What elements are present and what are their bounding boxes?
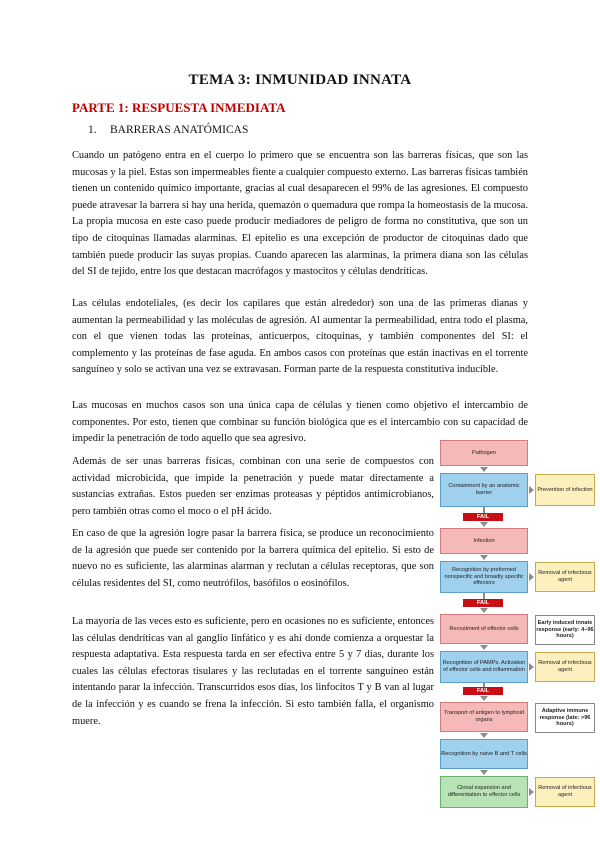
paragraph-1: Cuando un patógeno entra en el cuerpo lo primero que se encuentra son las barreras físicas, que son las mucosas y la piel. Estas son impermeables fiente a cualquier compuesto externo. Las barreras físicas también tienen un contenido químico importante, gracias al cual desaparecen el 99% de las agresiones. El compuesto puede atravesar la barrera si hay una herida, quemazón o quemadura que rompa la homeostasis de la mucosa. La propia mucosa en este caso puede producir mediadores de peligro de forma no constitutiva, que son un tipo de citoquinas llamadas alarminas. El epitelio es una excepción de productor de citoquinas dado que también puede producir las suyas propias. Cuando aparecen las alarminas, la primera diana son las células del SI de tejido, entre los que destacan macrófagos y mastocitos y células dendríticas. <box>72 150 528 278</box>
arrow-down-icon <box>480 467 488 472</box>
step-transport: Transport of antigen to lymphoid organs <box>440 702 528 732</box>
paragraph-2: Las células endoteliales, (es decir los capilares que están alrededor) son una de las primeras dianas y aumentan la permeabilidad y las moléculas de agresión. Al aumentar la permeabilidad, entra todo el plasma, con el que vienen todas las proteínas, anticuerpos, citoquinas, y también componentes del SI: el complemento y las proteínas de fase aguda. En ambos casos con proteínas que están inactivas en el torrente sanguíneo y solo se activan una vez se extravasan. Forman parte de la respuesta constitutiva inducible. <box>72 298 528 376</box>
part-heading: PARTE 1: RESPUESTA INMEDIATA <box>72 100 286 115</box>
arrow-down-icon <box>480 733 488 738</box>
outcome-removal-1: Removal of infectious agent <box>535 562 595 592</box>
section-heading <box>88 124 248 136</box>
paragraph-6: La mayoría de las veces esto es suficiente, pero en ocasiones no es suficiente, entonces las células dendríticas van al ganglio linfático y es ahí donde comienza a orquestar la respuesta adaptativa. Esta respuesta tarda en ser efectiva entre 5 y 7 días, durante los cuales las células efectoras tisulares y las reclutadas en el torrente sanguíneo están intentando parar la infección. Transcurridos esos días, los linfocitos T y B van al lugar de la infección y es cuando se frena la infección. Si esto también falla, el organismo muere. <box>72 616 434 727</box>
fail-label-1: FAIL <box>463 513 503 521</box>
arrow-down-icon <box>480 696 488 701</box>
paragraph-4: Además de ser unas barreras físicas, combinan con una serie de compuestos con actividad microbicida, que impide la penetración y puede matar directamente a sustancias extrañas. Estos pueden ser enzimas proteasas y péptidos antimicrobianos, pero también otras como el moco o el pH ácido. <box>72 456 434 517</box>
arrow-right-icon <box>529 486 534 494</box>
arrow-right-icon <box>529 788 534 796</box>
outcome-removal-3: Removal of infectious agent <box>535 777 595 807</box>
arrow-down-icon <box>480 522 488 527</box>
step-recognition-preformed: Recognition by preformed nonspecific and broadly specific effectors <box>440 561 528 593</box>
paragraph-5: En caso de que la agresión logre pasar la barrera física, se produce un reconocimiento de la agresión que puede ser contenido por la barrera química del epitelio. Si esto de nuevo no es suficiente, las alarminas alarman y reclutan a células receptoras, que son células residentes del SI, como neutrófilos, basófilos o eosinófilos. <box>72 528 434 589</box>
fail-label-3: FAIL <box>463 687 503 695</box>
arrow-down-icon <box>480 645 488 650</box>
outcome-prevention: Prevention of infection <box>535 474 595 506</box>
arrow-down-icon <box>480 608 488 613</box>
step-recognition-naive: Recognition by naive B and T cells <box>440 739 528 769</box>
step-clonal-expansion: Clonal expansion and differentiation to effector cells <box>440 776 528 808</box>
page-title: TEMA 3: INMUNIDAD INNATA <box>188 72 412 88</box>
label-adaptive-response: Adaptive immune response (late: >96 hours) <box>535 703 595 733</box>
section-title: BARRERAS ANATÓMICAS <box>110 124 249 136</box>
fail-label-2: FAIL <box>463 599 503 607</box>
arrow-right-icon <box>529 663 534 671</box>
step-containment: Containment by an anatomic barrier <box>440 473 528 507</box>
section-number: 1. <box>88 124 97 136</box>
immune-response-diagram <box>437 440 597 810</box>
paragraph-3: Las mucosas en muchos casos son una única capa de células y tienen como objetivo el intercambio de componentes. Por esto, tienen que combinar su función biológica que es el intercambio con su capacidad de impedir la penetración de todo aquello que sea agresivo. <box>72 400 528 445</box>
arrow-down-icon <box>480 770 488 775</box>
step-infection: Infection <box>440 528 528 554</box>
arrow-down-icon <box>480 555 488 560</box>
label-early-induced-response: Early induced innate response (early: 4–96 hours) <box>535 615 595 645</box>
step-recognition-pamps: Recognition of PAMPs. Activation of effector cells and inflammation <box>440 651 528 683</box>
step-recruitment: Recruitment of effector cells <box>440 614 528 644</box>
outcome-removal-2: Removal of infectious agent <box>535 652 595 682</box>
step-pathogen: Pathogen <box>440 440 528 466</box>
arrow-right-icon <box>529 573 534 581</box>
